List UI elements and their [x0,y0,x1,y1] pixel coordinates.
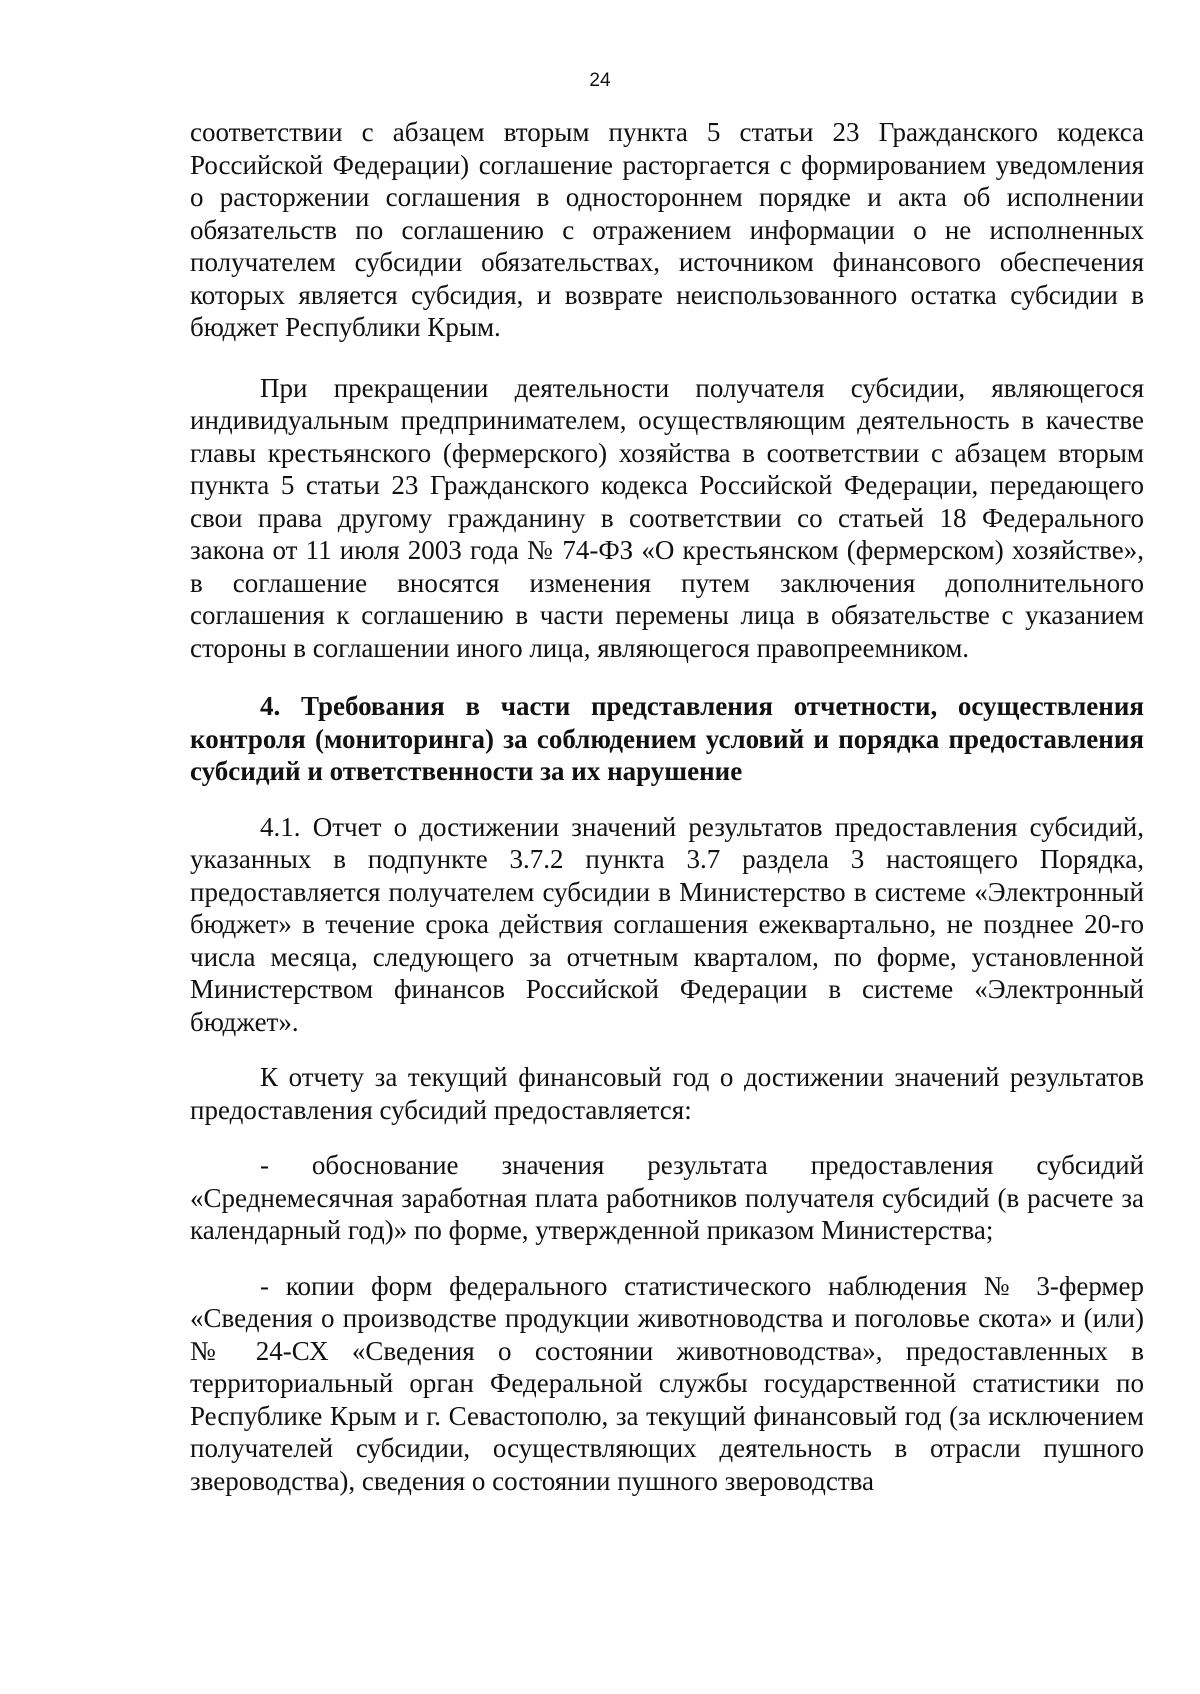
paragraph-farm-head-succession: При прекращении деятельности получателя субсидии, являющегося индивидуальным предпринимателем, осуществляющим деятельность в качестве главы крестьянского (фермерского) хозяйства в соответствии с абзацем вторым пункта 5 статьи 23 Гражданского кодекса Российской Федерации, передающего свои права другому гражданину в соответствии со статьей 18 Федерального закона от 11 июля 2003 года № 74-ФЗ «О крестьянском (фермерском) хозяйстве», в соглашение вносятся изменения путем заключения дополнительного соглашения к соглашению в части перемены лица в обязательстве с указанием стороны в соглашении иного лица, являющегося правопреемником. [190,372,1144,663]
section-heading-4: 4. Требования в части представления отчетности, осуществления контроля (мониторинга) за соблюдением условий и порядка предоставления субсидий и ответственности за их нарушение [190,691,1144,786]
list-item-salary-justification: - обоснование значения результата предоставления субсидий «Среднемесячная заработная плата работников получателя субсидий (в расчете за календарный год)» по форме, утвержденной приказом Министерства; [190,1150,1144,1245]
paragraph-termination: соответствии с абзацем вторым пункта 5 статьи 23 Гражданского кодекса Российской Федерации) соглашение расторгается с формированием уведомления о расторжении соглашения в одностороннем порядке и акта об исполнении обязательств по соглашению с отражением информации о не исполненных получателем субсидии обязательствах, источником финансового обеспечения которых является субсидия, и возврате неиспользованного остатка субсидии в бюджет Республики Крым. [190,117,1144,342]
paragraph-4-1-report: 4.1. Отчет о достижении значений результатов предоставления субсидий, указанных в подпункте 3.7.2 пункта 3.7 раздела 3 настоящего Порядка, предоставляется получателем субсидии в Министерство в системе «Электронный бюджет» в течение срока действия соглашения ежеквартально, не позднее 20-го числа месяца, следующего за отчетным кварталом, по форме, установленной Министерством финансов Российской Федерации в системе «Электронный бюджет». [190,811,1144,1037]
list-item-statistical-forms: - копии форм федерального статистического наблюдения № 3-фермер «Сведения о производстве продукции животноводства и поголовье скота» и (или) № 24-СХ «Сведения о состоянии животноводства», предоставленных в территориальный орган Федеральной службы государственной статистики по Республике Крым и г. Севастополю, за текущий финансовый год (за исключением получателей субсидии, осуществляющих деятельность в отрасли пушного звероводства), сведения о состоянии пушного звероводства [190,1270,1144,1496]
paragraph-report-attachments: К отчету за текущий финансовый год о достижении значений результатов предоставления субсидий предоставляется: [190,1062,1144,1125]
document-body [190,116,1144,1497]
page-number: 24 [589,70,611,91]
